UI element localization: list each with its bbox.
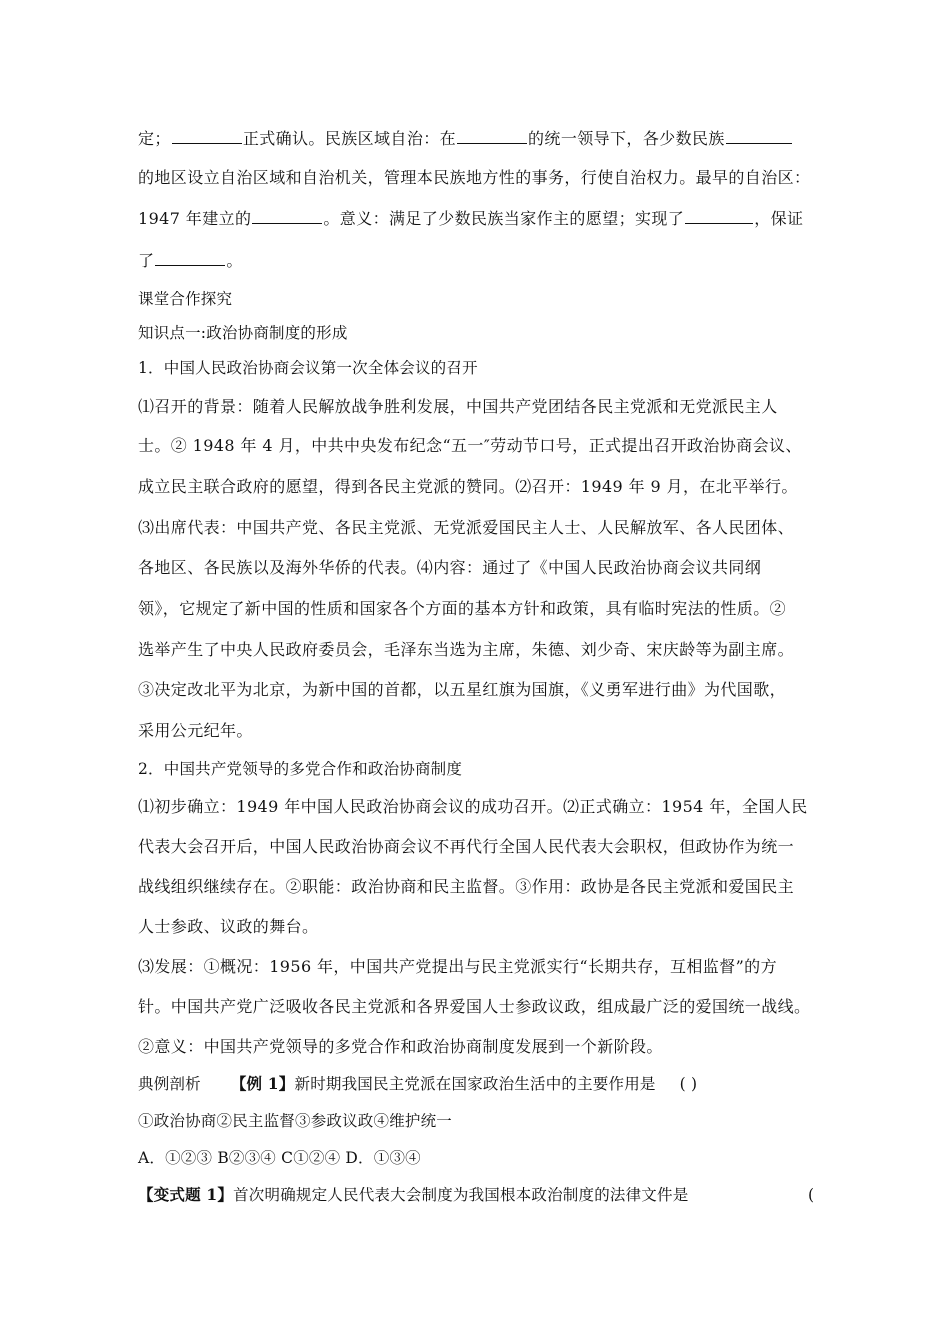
line-4-part-a: 了 [138, 251, 155, 270]
text-line-12: 各地区、各民族以及海外华侨的代表。⑷内容：通过了《中国人民政治协商会议共同纲 [138, 558, 762, 577]
text-line-4 [138, 250, 243, 272]
example-question-text: 新时期我国民主党派在国家政治生活中的主要作用是 [294, 1075, 656, 1093]
example-options-statements: ①政治协商②民主监督③参政议政④维护统一 [138, 1112, 453, 1130]
variant-question-text: 首次明确规定人民代表大会制度为我国根本政治制度的法律文件是 [233, 1186, 689, 1204]
text-line-15: ③决定改北平为北京，为新中国的首都，以五星红旗为国旗，《义勇军进行曲》为代国歌， [138, 680, 787, 699]
line-4-part-b: 。 [226, 251, 243, 270]
line-1-part-b: 正式确认。民族区域自治：在 [242, 129, 457, 148]
example-question [138, 1073, 697, 1095]
text-line-18: ⑴初步确立：1949 年中国人民政治协商会议的成功召开。⑵正式确立：1954 年，全国人民 [138, 797, 808, 816]
fill-blank [457, 129, 527, 144]
line-1-part-c: 的统一领导下，各少数民族 [528, 129, 725, 148]
text-line-8: ⑴召开的背景：随着人民解放战争胜利发展，中国共产党团结各民主党派和无党派民主人 [138, 397, 778, 416]
text-line-16: 采用公元纪年。 [138, 721, 253, 740]
text-line-13: 领》，它规定了新中国的性质和国家各个方面的基本方针和政策，具有临时宪法的性质。② [138, 599, 787, 618]
text-line-9: 士。② 1948 年 4 月，中共中央发布纪念“五一″劳动节口号，正式提出召开政治协商会议、 [138, 436, 802, 455]
line-1-part-a: 定； [138, 129, 171, 148]
line-3-part-c: ，保证 [754, 209, 804, 228]
variant-answer-paren: ( [808, 1186, 815, 1204]
text-line-20: 战线组织继续存在。②职能：政治协商和民主监督。③作用：政协是各民主党派和爱国民主 [138, 877, 795, 896]
text-line-21: 人士参政、议政的舞台。 [138, 917, 319, 936]
text-line-22: ⑶发展：①概况：1956 年，中国共产党提出与民主党派实行“长期共存，互相监督”的方 [138, 957, 777, 976]
section-heading: 课堂合作探究 [138, 290, 233, 308]
text-line-11: ⑶出席代表：中国共产党、各民主党派、无党派爱国民主人士、人民解放军、各人民团体、 [138, 518, 795, 537]
fill-blank [252, 209, 322, 224]
example-label: 典例剖析 [138, 1075, 201, 1093]
text-line-2: 的地区设立自治区域和自治机关，管理本民族地方性的事务，行使自治权力。最早的自治区： [138, 168, 811, 187]
text-line-24: ②意义：中国共产党领导的多党合作和政治协商制度发展到一个新阶段。 [138, 1037, 663, 1056]
fill-blank [685, 209, 753, 224]
line-3-part-b: 。意义：满足了少数民族当家作主的愿望；实现了 [323, 209, 685, 228]
text-line-14: 选举产生了中央人民政府委员会，毛泽东当选为主席，朱德、刘少奇、宋庆龄等为副主席。 [138, 640, 795, 659]
fill-blank [726, 129, 792, 144]
subsection-heading-1: 1．中国人民政治协商会议第一次全体会议的召开 [138, 359, 478, 377]
text-line-23: 针。中国共产党广泛吸收各民主党派和各界爱国人士参政议政，组成最广泛的爱国统一战线。 [138, 997, 811, 1016]
variant-question [138, 1184, 688, 1206]
text-line-19: 代表大会召开后，中国人民政治协商会议不再代行全国人民代表大会职权，但政协作为统一 [138, 837, 795, 856]
text-line-1 [138, 128, 793, 150]
variant-label: 【变式题 1】 [138, 1185, 234, 1204]
example-answer-choices: A．①②③ B②③④ C①②④ D．①③④ [138, 1149, 421, 1167]
knowledge-point-heading: 知识点一:政治协商制度的形成 [138, 324, 348, 342]
fill-blank [172, 129, 242, 144]
line-3-part-a: 1947 年建立的 [138, 209, 252, 228]
fill-blank [155, 251, 225, 266]
example-number: 【例 1】 [230, 1074, 295, 1093]
text-line-3 [138, 208, 803, 230]
answer-parentheses: ( ) [679, 1075, 698, 1093]
subsection-heading-2: 2．中国共产党领导的多党合作和政治协商制度 [138, 760, 463, 778]
text-line-10: 成立民主联合政府的愿望，得到各民主党派的赞同。⑵召开：1949 年 9 月，在北平举行。 [138, 477, 798, 496]
